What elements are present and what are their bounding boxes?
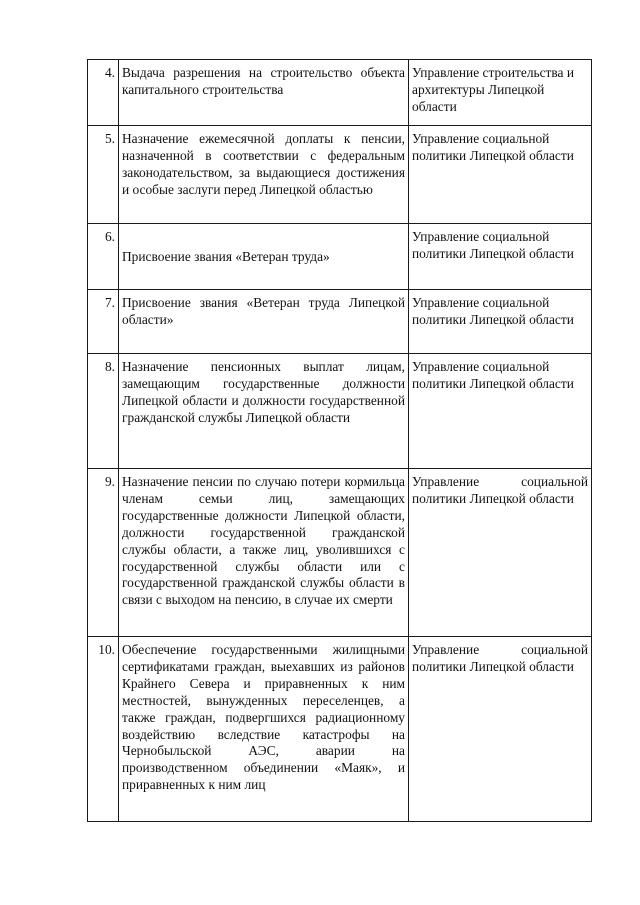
service-description: Назначение пенсионных выплат лицам, замещающим государственные должности Липецкой области и должности государственной гражданской службы Липецкой области — [119, 354, 409, 469]
service-description: Присвоение звания «Ветеран труда Липецкой области» — [119, 290, 409, 354]
table-row — [88, 637, 592, 822]
row-number: 10. — [88, 637, 119, 822]
table-row — [88, 224, 592, 290]
service-description: Назначение ежемесячной доплаты к пенсии, назначенной в соответствии с федеральным законодательством, за выдающиеся достижения и особые заслуги перед Липецкой областью — [119, 126, 409, 224]
row-number: 7. — [88, 290, 119, 354]
service-description: Назначение пенсии по случаю потери кормильца членам семьи лиц, замещающих государственные должности Липецкой области, должности государственной гражданской службы области, а также лиц, уволившихся с государственной службы области или с государственной гражданской службы области в связи с выходом на пенсию, в случае их смерти — [119, 469, 409, 637]
responsible-agency: Управление социальной политики Липецкой области — [409, 354, 592, 469]
table-row — [88, 126, 592, 224]
table-row — [88, 290, 592, 354]
table-row — [88, 469, 592, 637]
row-number: 6. — [88, 224, 119, 290]
table-row — [88, 354, 592, 469]
row-number: 5. — [88, 126, 119, 224]
responsible-agency: Управление строительства и архитектуры Липецкой области — [409, 60, 592, 126]
row-number: 8. — [88, 354, 119, 469]
table-row — [88, 60, 592, 126]
row-number: 4. — [88, 60, 119, 126]
responsible-agency: Управление социальной политики Липецкой области — [409, 126, 592, 224]
responsible-agency: Управление социальной политики Липецкой области — [409, 290, 592, 354]
service-description: Присвоение звания «Ветеран труда» — [119, 224, 409, 290]
service-description: Выдача разрешения на строительство объекта капитального строительства — [119, 60, 409, 126]
responsible-agency: Управление социальной политики Липецкой области — [409, 224, 592, 290]
row-number: 9. — [88, 469, 119, 637]
service-description: Обеспечение государственными жилищными сертификатами граждан, выехавших из районов Крайнего Севера и приравненных к ним местностей, вынужденных переселенцев, а также граждан, подвергшихся радиационному воздействию вследствие катастрофы на Чернобыльской АЭС, аварии на производственном объединении «Маяк», и приравненных к ним лиц — [119, 637, 409, 822]
responsible-agency: Управление социальной политики Липецкой области — [409, 637, 592, 822]
services-table — [87, 59, 592, 822]
responsible-agency: Управление социальной политики Липецкой области — [409, 469, 592, 637]
